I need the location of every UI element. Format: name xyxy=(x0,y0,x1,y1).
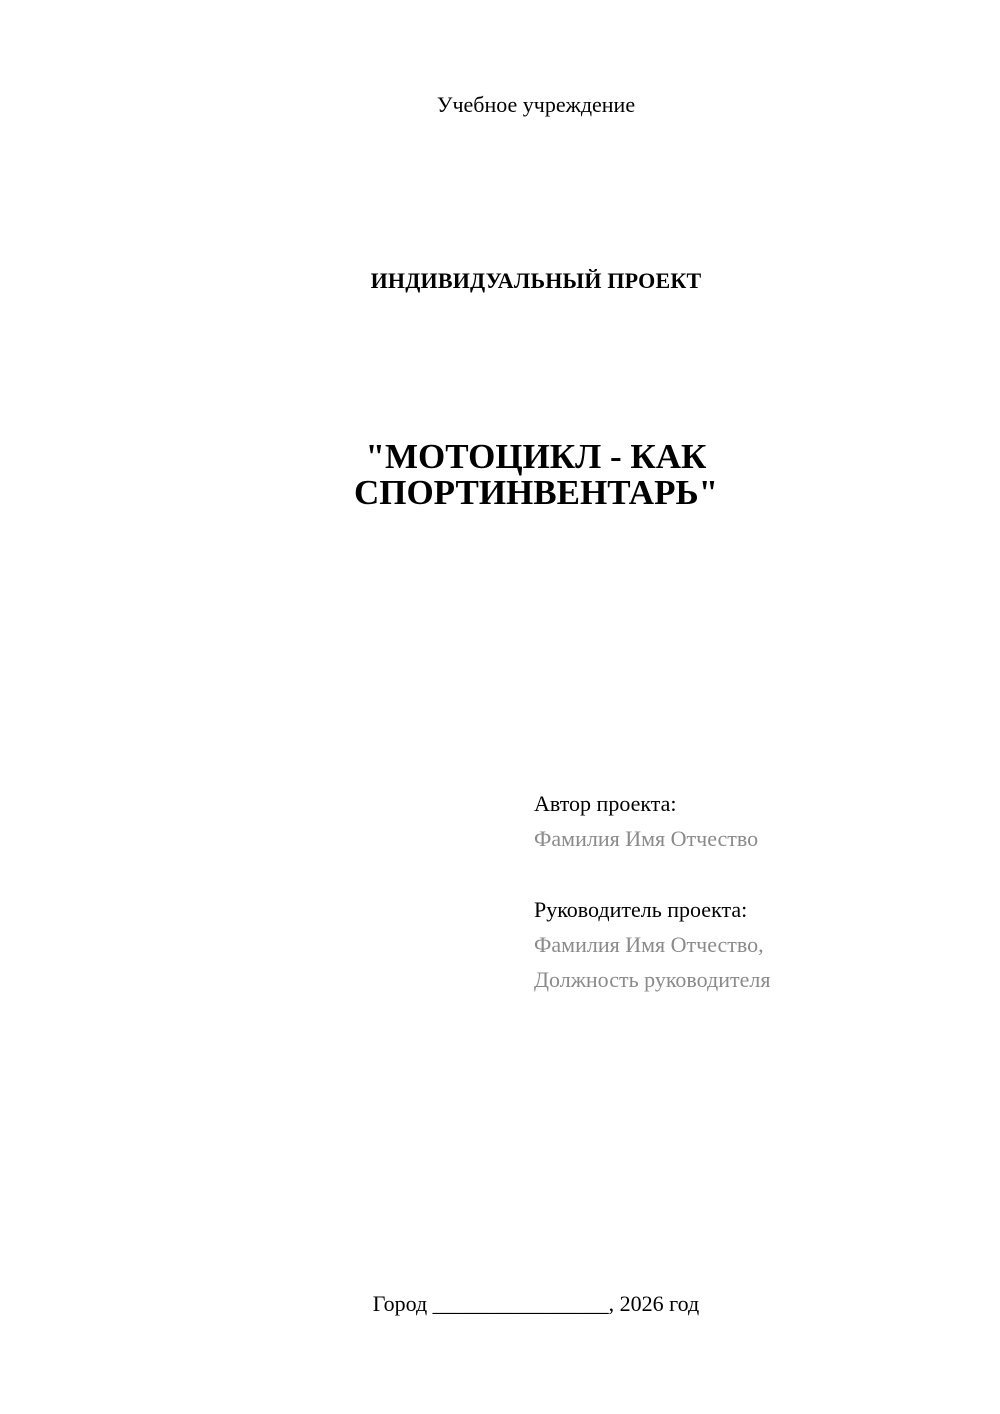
project-title-line-2: СПОРТИНВЕНТАРЬ" xyxy=(353,473,719,512)
document-type: ИНДИВИДУАЛЬНЫЙ ПРОЕКТ xyxy=(370,268,702,293)
supervisor-position-placeholder: Должность руководителя xyxy=(534,967,771,992)
author-label: Автор проекта: xyxy=(534,791,677,816)
institution-name: Учебное учреждение xyxy=(436,92,636,117)
supervisor-name-placeholder: Фамилия Имя Отчество, xyxy=(534,932,764,957)
author-block xyxy=(534,786,758,856)
supervisor-label: Руководитель проекта: xyxy=(534,897,748,922)
author-name-placeholder: Фамилия Имя Отчество xyxy=(534,826,759,851)
supervisor-block xyxy=(534,892,770,997)
project-title-line-1: "МОТОЦИКЛ - КАК xyxy=(365,437,707,476)
city-year-line: Город ________________, 2026 год xyxy=(372,1291,700,1316)
project-title xyxy=(0,439,1000,511)
